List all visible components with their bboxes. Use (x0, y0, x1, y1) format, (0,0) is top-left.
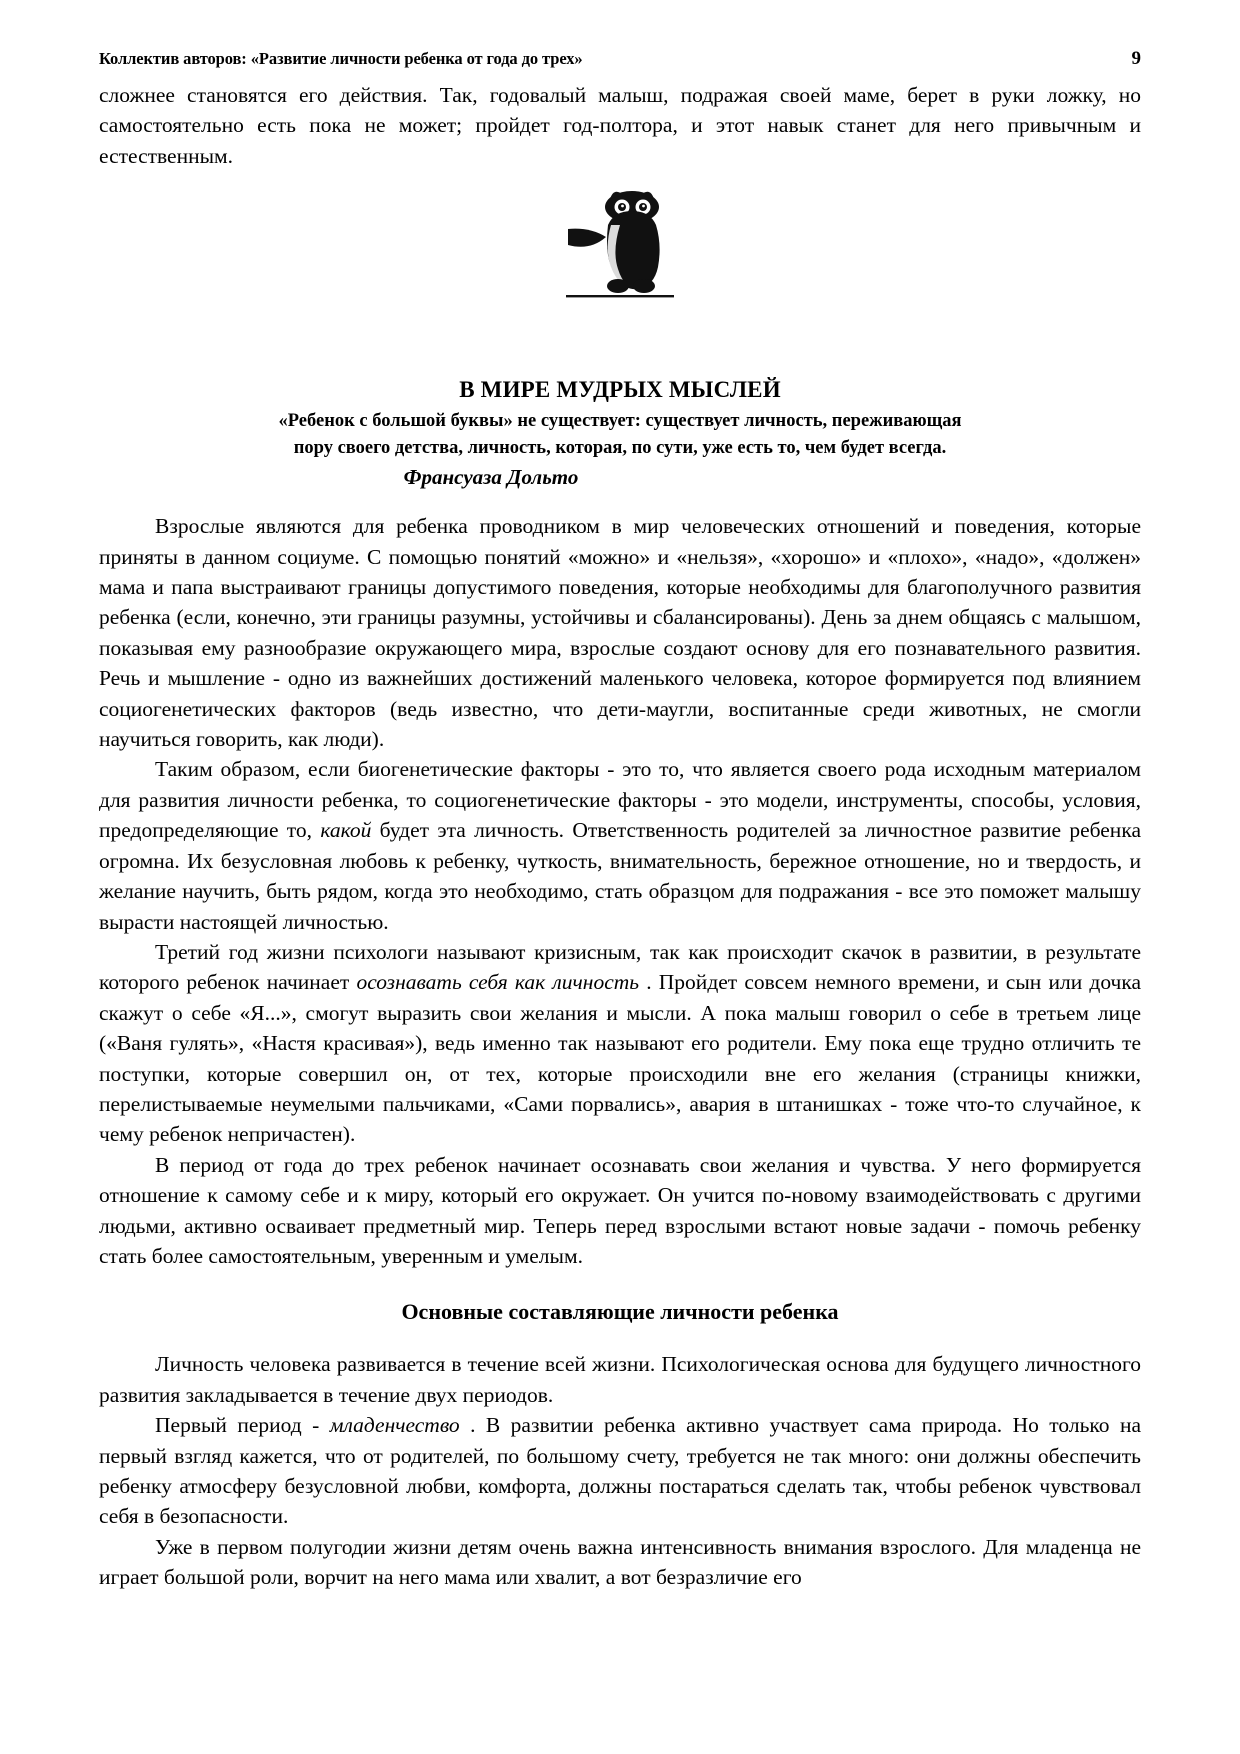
running-header (99, 48, 1141, 78)
paragraph-3-part-b: . Пройдет совсем немного времени, и сын или дочка скажут о себе «Я...», смогут выразить свои желания и мысли. А пока малыш говорил о себе в третьем лице («Ваня гулять», «Настя красивая»), ведь именно так называют его родители. Ему пока еще трудно отличить те поступки, которые совершил он, от тех, которые происходили вне его желания (страницы книжки, перелистываемые неумелыми пальчиками, «Сами порвались», авария в штанишках - тоже что-то случайное, к чему ребенок непричастен). (99, 970, 1142, 1147)
paragraph-6-part-b: . В развитии ребенка активно участвует сама природа. Но только на первый взгляд кажется, что от родителей, по большому счету, требуется не так много: они должны обеспечить ребенку атмосферу безусловной любви, комфорта, должны постараться сделать так, чтобы ребенок чувствовал себя в безопасности. (99, 1413, 1141, 1529)
running-title: Коллектив авторов: «Развитие личности ребенка от года до трех» (99, 49, 583, 68)
epigraph-line-1: «Ребенок с большой буквы» не существует: существует личность, переживающая (278, 411, 962, 432)
paragraph-6-part-a: Первый период - (155, 1413, 330, 1438)
spacer (99, 491, 1141, 511)
paragraph-3-emphasis: осознавать себя как личность (356, 970, 640, 995)
epigraph (99, 405, 1141, 461)
paragraph-3-part-a: Третий год жизни психологи называют кризисным, так как происходит скачок в развитии, в результате которого ребенок начинает (99, 939, 1141, 995)
sub-heading: Основные составляющие личности ребенка (401, 1299, 839, 1325)
epigraph-attribution: Франсуаза Дольто (403, 465, 579, 490)
paragraph-2-part-a: Таким образом, если биогенетические факторы - это то, что является своего рода исходным материалом для развития личности ребенка, то социогенетические факторы - это модели, инструменты, способы, условия, предопределяющие то, (99, 757, 1141, 843)
paragraph-4: В период от года до трех ребенок начинает осознавать свои желания и чувства. У него формируется отношение к самому себе и к миру, который его окружает. Он учится по-новому взаимодействовать с другими людьми, активно осваивает предметный мир. Теперь перед взрослыми встают новые задачи - помочь ребенку стать более самостоятельным, уверенным и умелым. (99, 1152, 1141, 1268)
page-content (99, 48, 1141, 1593)
spacer (99, 301, 1141, 375)
paragraph-7: Уже в первом полугодии жизни детям очень важна интенсивность внимания взрослого. Для младенца не играет большой роли, ворчит на него мама или хвалит, а вот безразличие его (99, 1534, 1141, 1590)
paragraph-2-part-b: будет эта личность. Ответственность родителей за личностное развитие ребенка огромна. Их безусловная любовь к ребенку, чуткость, внимательность, бережное отношение, но и твердость, и желание научить, быть рядом, когда это необходимо, стать образцом для подражания - все это поможет малышу вырасти настоящей личностью. (99, 818, 1141, 934)
owl-illustration-icon (560, 185, 680, 301)
epigraph-line-2: пору своего детства, личность, которая, по сути, уже есть то, чем будет всегда. (293, 437, 947, 458)
paragraph-3 (99, 937, 1141, 1150)
section-title: В МИРЕ МУДРЫХ МЫСЛЕЙ (459, 377, 781, 403)
paragraph-6-emphasis: младенчество (329, 1413, 460, 1438)
page-number: 9 (1131, 48, 1141, 69)
paragraph-5: Личность человека развивается в течение всей жизни. Психологическая основа для будущего личностного развития закладывается в течение двух периодов. (99, 1352, 1141, 1407)
paragraph-2 (99, 754, 1141, 936)
figure-owl (99, 185, 1141, 301)
paragraph-2-emphasis: какой (320, 818, 372, 843)
paragraph-1: Взрослые являются для ребенка проводником в мир человеческих отношений и поведения, которые приняты в данном социуме. С помощью понятий «можно» и «нельзя», «хорошо» и «плохо», «надо», «должен» мама и папа выстраивают границы допустимого поведения, которые необходимы для благополучного развития ребенка (если, конечно, эти границы разумны, устойчивы и сбалансированы). День за днем общаясь с малышом, показывая ему разнообразие окружающего мира, взрослые создают основу для его познавательного развития. Речь и мышление - одно из важнейших достижений маленького человека, которое формируется под влиянием социогенетических факторов (ведь известно, что дети-маугли, воспитанные среди животных, не смогли научиться говорить, как люди). (99, 514, 1141, 752)
paragraph-6 (99, 1410, 1141, 1532)
paragraph-continued: сложнее становятся его действия. Так, годовалый малыш, подражая своей маме, берет в руки ложку, но самостоятельно есть пока не может; пройдет год-полтора, и этот навык станет для него привычным и естественным. (99, 83, 1141, 168)
